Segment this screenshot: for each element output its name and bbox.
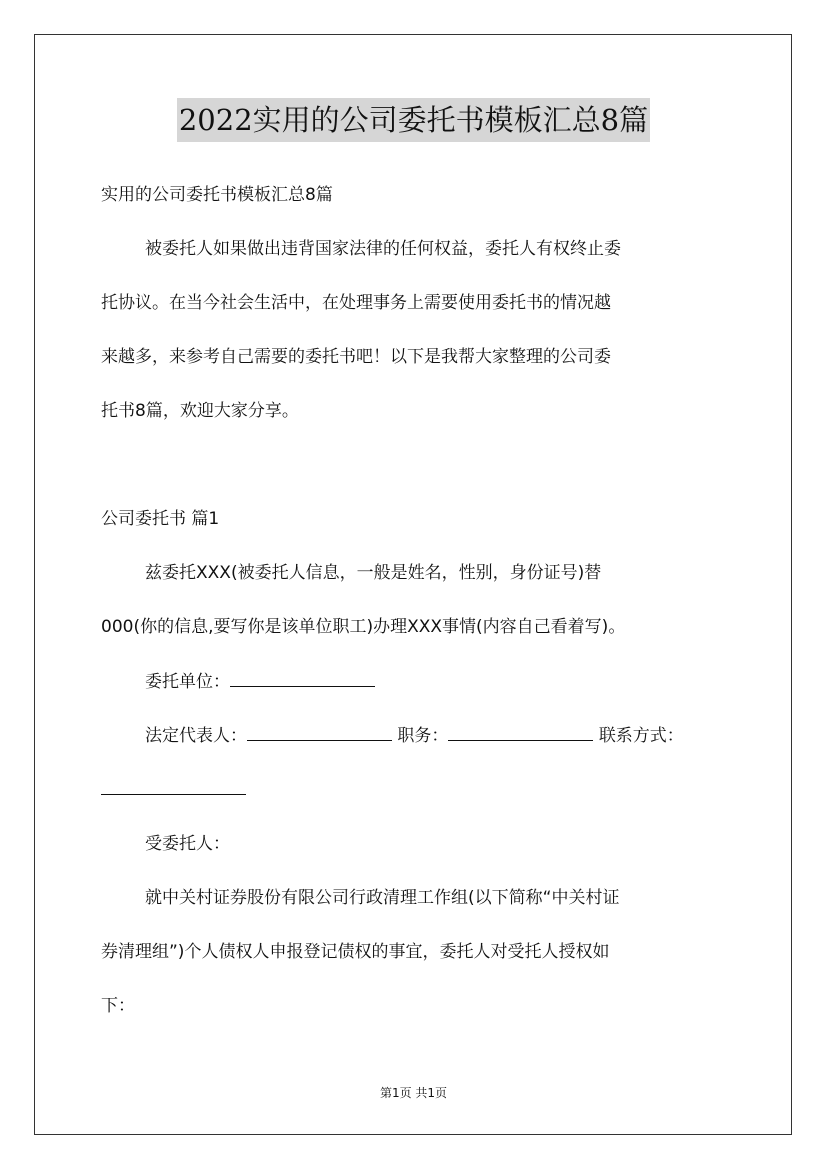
unit-label: 委托单位：: [145, 672, 230, 692]
document-title: 2022实用的公司委托书模板汇总8篇: [177, 98, 650, 142]
title-container: [0, 98, 827, 142]
intro-line: 来越多，来参考自己需要的委托书吧！以下是我帮大家整理的公司委: [101, 347, 611, 367]
contact-label: 联系方式：: [598, 726, 684, 746]
position-blank: [448, 724, 593, 741]
unit-field: [145, 670, 375, 694]
intro-line: 托协议。在当今社会生活中，在处理事务上需要使用委托书的情况越: [101, 293, 611, 313]
page-footer: [0, 1084, 827, 1101]
closing-line: 就中关村证券股份有限公司行政清理工作组(以下简称“中关村证: [145, 888, 620, 908]
position-label: 职务：: [397, 726, 449, 746]
legal-rep-blank: [247, 724, 392, 741]
legal-rep-label: 法定代表人：: [145, 726, 247, 746]
page-number: 第1页: [379, 1086, 412, 1100]
unit-blank: [230, 670, 375, 687]
closing-line: 下：: [101, 996, 135, 1016]
body-line: 兹委托XXX(被委托人信息，一般是姓名，性别，身份证号)替: [145, 563, 602, 583]
closing-line: 券清理组”)个人债权人申报登记债权的事宜，委托人对受托人授权如: [101, 942, 610, 962]
contact-blank: [101, 778, 246, 795]
intro-line: 托书8篇，欢迎大家分享。: [101, 401, 299, 421]
trustee-label: 受委托人：: [145, 834, 230, 854]
page-total: 共1页: [415, 1086, 448, 1100]
section-heading: 公司委托书 篇1: [101, 509, 220, 529]
contact-field-continued: [101, 778, 246, 802]
body-line: 000(你的信息,要写你是该单位职工)办理XXX事情(内容自己看着写)。: [101, 617, 626, 637]
document-subtitle: 实用的公司委托书模板汇总8篇: [101, 185, 333, 205]
representative-field-row: [145, 724, 684, 748]
intro-line: 被委托人如果做出违背国家法律的任何权益，委托人有权终止委: [145, 239, 621, 259]
